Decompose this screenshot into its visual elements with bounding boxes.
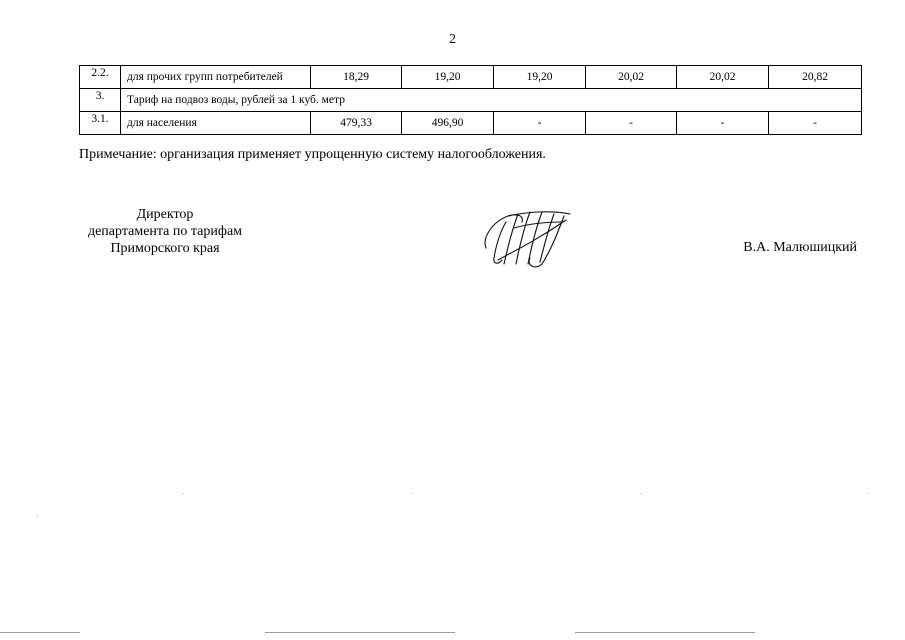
scan-artifact	[412, 493, 413, 494]
row-number: 2.2.	[80, 66, 121, 89]
scan-artifact	[183, 493, 184, 494]
row-name: для прочих групп потребителей	[121, 66, 311, 89]
signatory-title-line: Приморского края	[110, 241, 220, 256]
signatory-title-line: Директор	[136, 207, 194, 222]
signatory-title	[60, 206, 270, 257]
tariff-value: 20,02	[677, 66, 769, 89]
table-section-row	[80, 89, 862, 112]
tariff-value: -	[677, 112, 769, 135]
scan-artifact	[575, 632, 755, 633]
tariff-value: 479,33	[311, 112, 402, 135]
table-row	[80, 112, 862, 135]
table-row	[80, 66, 862, 89]
scan-artifact	[868, 493, 869, 494]
tariff-value: 18,29	[311, 66, 402, 89]
row-name: для населения	[121, 112, 311, 135]
page-number: 2	[449, 32, 456, 47]
tariff-table	[79, 65, 862, 135]
tariff-value: -	[494, 112, 586, 135]
section-title: Тариф на подвоз воды, рублей за 1 куб. метр	[121, 89, 862, 112]
row-number: 3.	[80, 89, 121, 112]
scan-artifact	[265, 632, 455, 633]
signatory-name: В.А. Малюшицкий	[743, 240, 857, 255]
tariff-value: -	[586, 112, 677, 135]
tariff-value: -	[769, 112, 862, 135]
row-number: 3.1.	[80, 112, 121, 135]
scan-artifact	[640, 493, 641, 494]
tariff-value: 496,90	[402, 112, 494, 135]
handwritten-signature	[478, 208, 578, 270]
scan-artifact	[0, 632, 80, 633]
signatory-title-line: департамента по тарифам	[87, 224, 243, 239]
tariff-value: 19,20	[494, 66, 586, 89]
note-text: Примечание: организация применяет упрощенную систему налогообложения.	[79, 147, 546, 162]
tariff-value: 20,82	[769, 66, 862, 89]
tariff-value: 20,02	[586, 66, 677, 89]
scan-artifact	[37, 516, 38, 517]
tariff-value: 19,20	[402, 66, 494, 89]
